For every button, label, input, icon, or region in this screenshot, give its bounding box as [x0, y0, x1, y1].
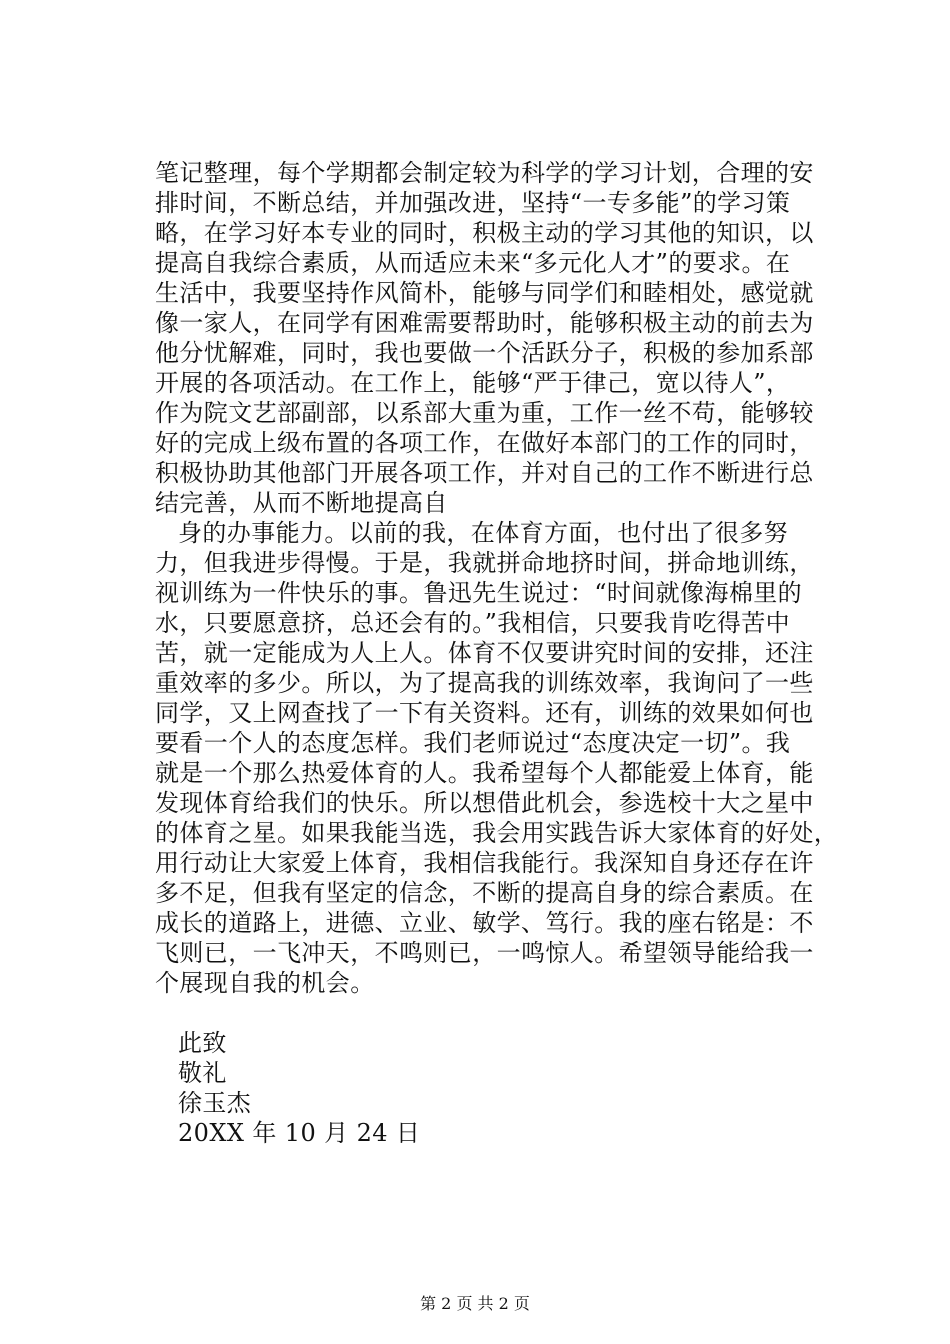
body-line: 身的办事能力。以前的我，在体育方面，也付出了很多努 [178, 519, 788, 547]
letter-date: 20XX 年 10 月 24 日 [178, 1119, 421, 1147]
body-line: 好的完成上级布置的各项工作，在做好本部门的工作的同时， [155, 429, 814, 457]
body-line: 提高自我综合素质，从而适应未来“多元化人才”的要求。在 [155, 249, 791, 277]
body-line: 视训练为一件快乐的事。鲁迅先生说过：“时间就像海棉里的 [155, 579, 803, 607]
body-line: 的体育之星。如果我能当选，我会用实践告诉大家体育的好处， [155, 819, 839, 847]
body-line: 略，在学习好本专业的同时，积极主动的学习其他的知识，以 [155, 219, 814, 247]
body-line: 水，只要愿意挤，总还会有的。”我相信，只要我肯吃得苦中 [155, 609, 791, 637]
body-line: 笔记整理，每个学期都会制定较为科学的学习计划，合理的安 [155, 159, 814, 187]
body-line: 苦，就一定能成为人上人。体育不仅要讲究时间的安排，还注 [155, 639, 814, 667]
body-line: 像一家人，在同学有困难需要帮助时，能够积极主动的前去为 [155, 309, 814, 337]
body-line: 同学，又上网查找了一下有关资料。还有，训练的效果如何也 [155, 699, 814, 727]
body-line: 要看一个人的态度怎样。我们老师说过“态度决定一切”。我 [155, 729, 791, 757]
body-line: 个展现自我的机会。 [155, 969, 375, 997]
page-footer: 第 2 页 共 2 页 [420, 1294, 530, 1313]
body-line: 重效率的多少。所以，为了提高我的训练效率，我询问了一些 [155, 669, 814, 697]
body-line: 多不足，但我有坚定的信念，不断的提高自身的综合素质。在 [155, 879, 814, 907]
body-line: 用行动让大家爱上体育，我相信我能行。我深知自身还存在许 [155, 849, 814, 877]
closing-regards: 敬礼 [178, 1059, 227, 1087]
body-line: 发现体育给我们的快乐。所以想借此机会，参选校十大之星中 [155, 789, 814, 817]
body-line: 飞则已，一飞冲天，不鸣则已，一鸣惊人。希望领导能给我一 [155, 939, 814, 967]
body-line: 排时间，不断总结，并加强改进，坚持“一专多能”的学习策 [155, 189, 791, 217]
body-line: 就是一个那么热爱体育的人。我希望每个人都能爱上体育，能 [155, 759, 814, 787]
body-line: 生活中，我要坚持作风简朴，能够与同学们和睦相处，感觉就 [155, 279, 814, 307]
body-line: 他分忧解难，同时，我也要做一个活跃分子，积极的参加系部 [155, 339, 814, 367]
body-line: 结完善，从而不断地提高自 [155, 489, 448, 517]
closing-salutation: 此致 [178, 1029, 227, 1057]
body-line: 积极协助其他部门开展各项工作，并对自己的工作不断进行总 [155, 459, 814, 487]
body-line: 作为院文艺部副部，以系部大重为重，工作一丝不苟，能够较 [155, 399, 814, 427]
signature: 徐玉杰 [178, 1089, 252, 1117]
body-line: 开展的各项活动。在工作上，能够“严于律己，宽以待人”， [155, 369, 791, 397]
body-line: 成长的道路上，进德、立业、敏学、笃行。我的座右铭是：不 [155, 909, 814, 937]
body-line: 力，但我进步得慢。于是，我就拼命地挤时间，拼命地训练， [155, 549, 814, 577]
